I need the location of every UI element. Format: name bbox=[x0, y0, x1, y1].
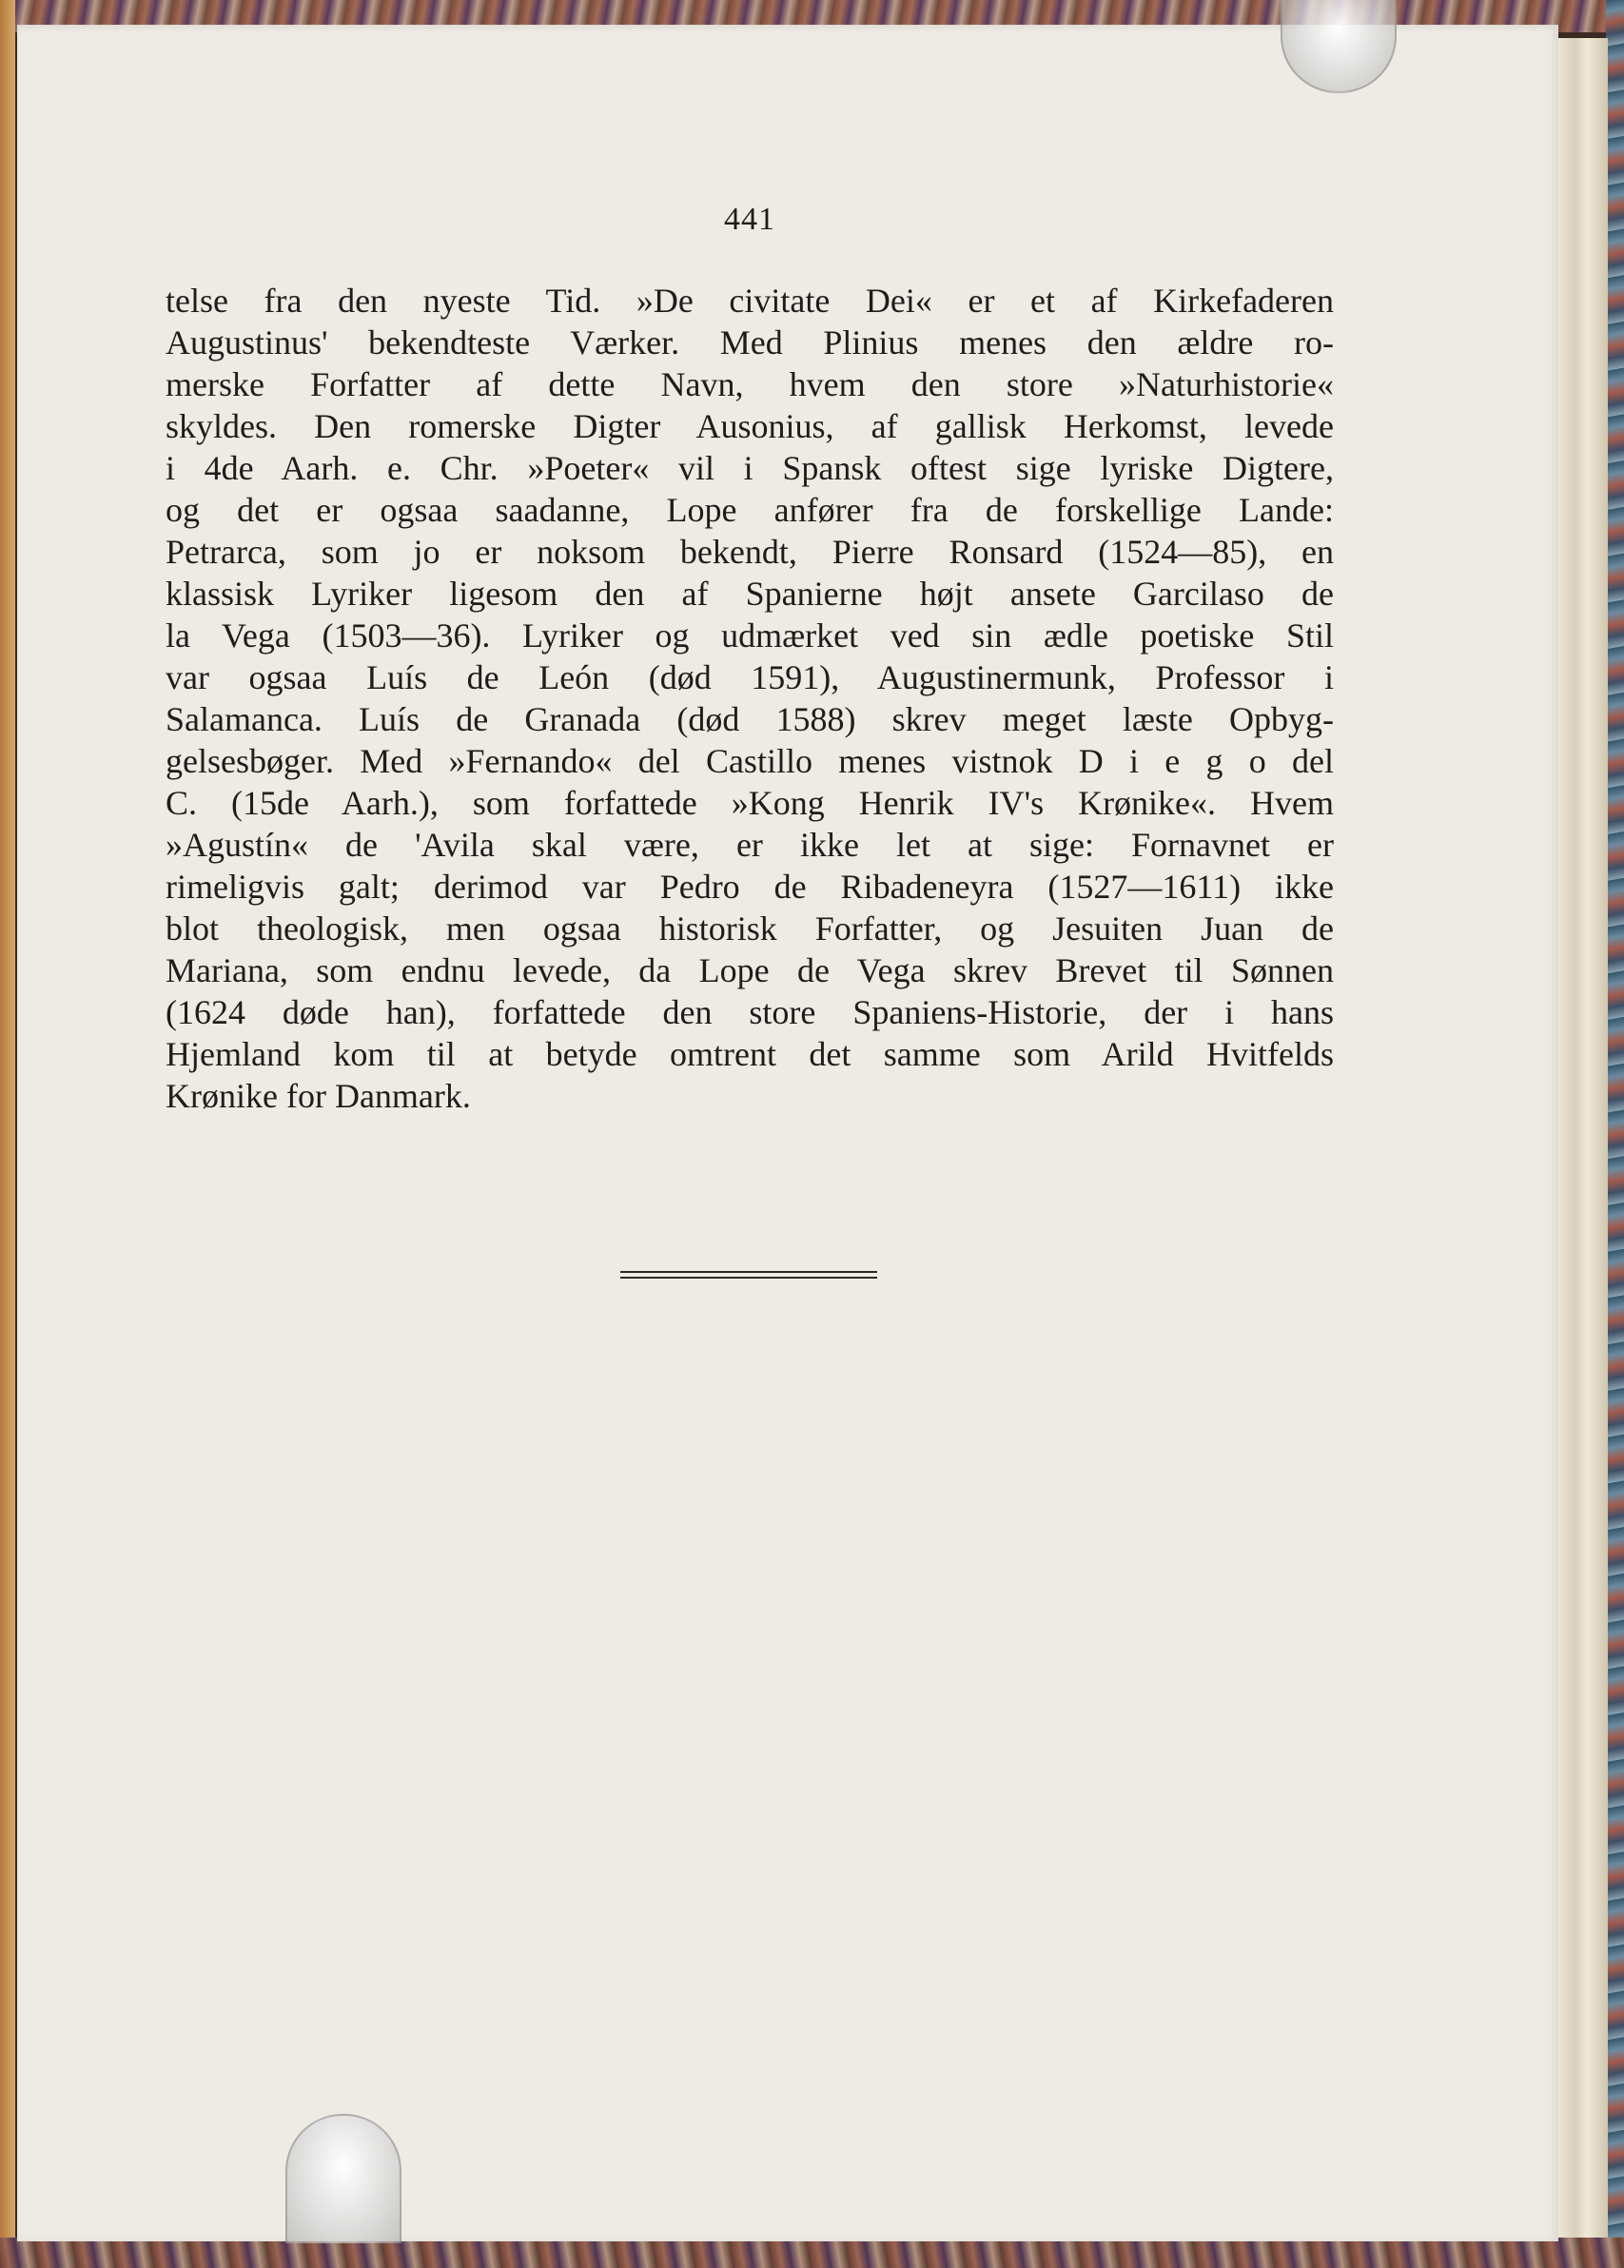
text-line: Petrarca, som jo er noksom bekendt, Pierre Ronsard (1524—85), en bbox=[166, 533, 1334, 571]
book-cover-left-edge bbox=[0, 0, 15, 2268]
book-cover-marbled-right bbox=[1606, 0, 1624, 2268]
text-line: skyldes. Den romerske Digter Ausonius, af gallisk Herkomst, levede bbox=[166, 407, 1334, 445]
book-cover-marbled-bottom bbox=[0, 2238, 1624, 2268]
text-line: gelsesbøger. Med »Fernando« del Castillo menes vistnok D i e g o del bbox=[166, 742, 1334, 780]
text-line: og det er ogsaa saadanne, Lope anfører fra de forskellige Lande: bbox=[166, 491, 1334, 529]
text-line: (1624 døde han), forfattede den store Spaniens-Historie, der i hans bbox=[166, 993, 1334, 1031]
text-line: Mariana, som endnu levede, da Lope de Vega skrev Brevet til Sønnen bbox=[166, 951, 1334, 989]
page-number: 441 bbox=[724, 202, 775, 237]
text-line: Hjemland kom til at betyde omtrent det samme som Arild Hvitfelds bbox=[166, 1035, 1334, 1073]
section-end-double-rule bbox=[620, 1271, 877, 1279]
text-line: rimeligvis galt; derimod var Pedro de Ribadeneyra (1527—1611) ikke bbox=[166, 868, 1334, 906]
body-text bbox=[166, 280, 1334, 1117]
text-line: Krønike for Danmark. bbox=[166, 1077, 471, 1115]
text-line: C. (15de Aarh.), som forfattede »Kong Henrik IV's Krønike«. Hvem bbox=[166, 784, 1334, 822]
text-line: Salamanca. Luís de Granada (død 1588) skrev meget læste Opbyg- bbox=[166, 700, 1334, 738]
text-line: la Vega (1503—36). Lyriker og udmærket ved sin ædle poetiske Stil bbox=[166, 616, 1334, 655]
text-line: klassisk Lyriker ligesom den af Spanierne højt ansete Garcilaso de bbox=[166, 575, 1334, 613]
page-clip-bottom bbox=[285, 2114, 401, 2243]
page-edge-stack bbox=[1556, 38, 1608, 2245]
text-line: blot theologisk, men ogsaa historisk Forfatter, og Jesuiten Juan de bbox=[166, 909, 1334, 948]
text-line: telse fra den nyeste Tid. »De civitate Dei« er et af Kirkefaderen bbox=[166, 282, 1334, 320]
text-line: var ogsaa Luís de León (død 1591), Augustinermunk, Professor i bbox=[166, 658, 1334, 696]
text-line: »Agustín« de 'Avila skal være, er ikke let at sige: Fornavnet er bbox=[166, 826, 1334, 864]
text-line: merske Forfatter af dette Navn, hvem den store »Naturhistorie« bbox=[166, 365, 1334, 403]
book-page bbox=[17, 25, 1558, 2241]
text-line: i 4de Aarh. e. Chr. »Poeter« vil i Spansk oftest sige lyriske Digtere, bbox=[166, 449, 1334, 487]
text-line: Augustinus' bekendteste Værker. Med Plinius menes den ældre ro- bbox=[166, 323, 1334, 362]
